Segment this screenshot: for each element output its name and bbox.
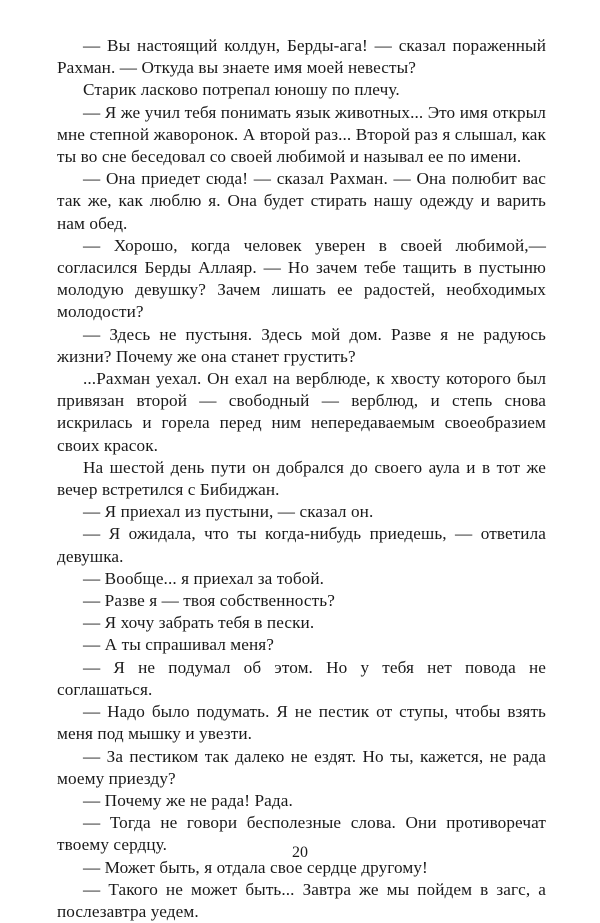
paragraph: — За пестиком так далеко не ездят. Но ты, кажется, не рада моему приезду?: [57, 746, 546, 788]
paragraph: ...Рахман уехал. Он ехал на верблюде, к хвосту которого был привязан второй — свободный — верблюд, и степь снова искрилась и горела перед ним непередаваемым своеобразием своих красок.: [57, 369, 546, 455]
paragraph: — Надо было подумать. Я не пестик от ступы, чтобы взять меня под мышку и увезти.: [57, 702, 546, 744]
paragraph: — Может быть, я отдала свое сердце другому!: [83, 857, 428, 877]
paragraph: — Тогда не говори бесполезные слова. Они противоречат твоему сердцу.: [57, 813, 546, 855]
paragraph: — Она приедет сюда! — сказал Рахман. — Она полюбит вас так же, как люблю я. Она будет стирать нашу одежду и варить нам обед.: [57, 169, 546, 233]
paragraph: — Я же учил тебя понимать язык животных... Это имя открыл мне степной жаворонок. А второй раз... Второй раз я слышал, как ты во сне беседовал со своей любимой и называл ее по имени.: [57, 102, 546, 167]
paragraph: — Я приехал из пустыни, — сказал он.: [83, 502, 374, 522]
paragraph: — А ты спрашивал меня?: [83, 635, 275, 655]
paragraph: — Почему же не рада! Рада.: [83, 790, 293, 810]
paragraph: — Я хочу забрать тебя в пески.: [83, 613, 315, 633]
paragraph: Старик ласково потрепал юношу по плечу.: [83, 80, 400, 100]
paragraph: — Хорошо, когда человек уверен в своей любимой,— согласился Берды Аллаяр. — Но зачем тебе тащить в пустыню молодую девушку? Зачем лишать ее радостей, необходимых молодости?: [57, 235, 546, 322]
paragraph: — Я ожидала, что ты когда-нибудь приедешь, — ответила девушка.: [57, 524, 546, 566]
paragraph: На шестой день пути он добрался до своего аула и в тот же вечер встретился с Бибиджан.: [57, 457, 546, 500]
paragraph: — Такого не может быть... Завтра же мы пойдем в загс, а послезавтра уедем.: [57, 879, 546, 921]
paragraph: — Вы настоящий колдун, Берды-ага! — сказал пораженный Рахман. — Откуда вы знаете имя моей невесты?: [57, 36, 546, 78]
page-number: 20: [292, 844, 308, 861]
paragraph: — Я не подумал об этом. Но у тебя нет повода не соглашаться.: [57, 657, 546, 699]
paragraph: — Здесь не пустыня. Здесь мой дом. Разве я не радуюсь жизни? Почему же она станет грустить?: [57, 324, 546, 366]
paragraph: — Вообще... я приехал за тобой.: [83, 568, 325, 588]
page-text: [57, 35, 546, 923]
paragraph: — Разве я — твоя собственность?: [83, 591, 335, 611]
